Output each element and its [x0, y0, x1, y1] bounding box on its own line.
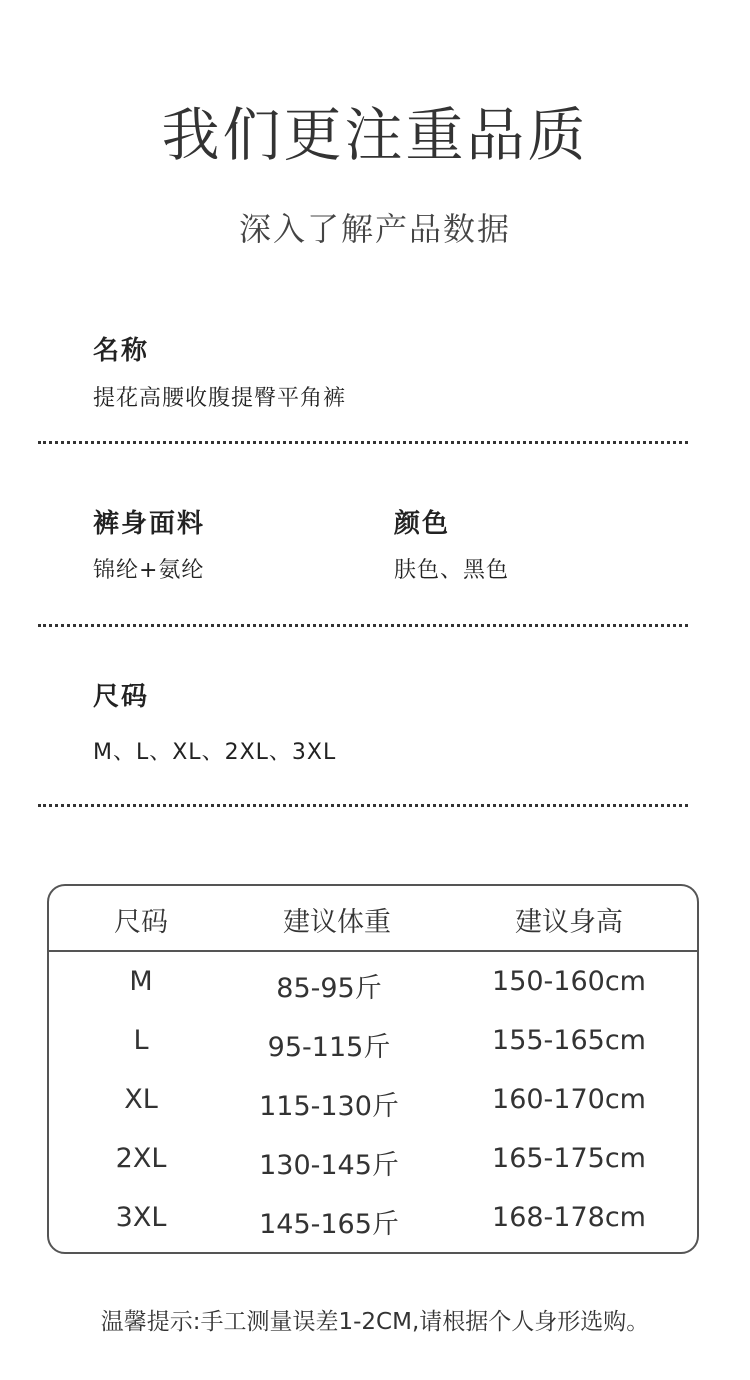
- table-cell-height: 150-160cm: [492, 966, 646, 997]
- dotted-divider: [38, 441, 688, 444]
- page-subtitle: 深入了解产品数据: [238, 210, 511, 248]
- size-chart-table: [47, 884, 699, 1254]
- size-label: 尺码: [93, 682, 150, 712]
- header-height: 建议身高: [515, 907, 623, 938]
- table-cell-height: 165-175cm: [492, 1143, 646, 1174]
- fabric-label: 裤身面料: [93, 509, 206, 539]
- table-cell-size: 2XL: [115, 1143, 167, 1174]
- table-cell-weight: 130-145斤: [259, 1150, 399, 1181]
- page-title: 我们更注重品质: [161, 101, 589, 169]
- table-cell-weight: 85-95斤: [276, 973, 382, 1004]
- color-value: 肤色、黑色: [394, 558, 510, 583]
- table-cell-weight: 95-115斤: [267, 1032, 391, 1063]
- name-value: 提花高腰收腹提臀平角裤: [93, 386, 347, 411]
- table-cell-height: 168-178cm: [492, 1202, 646, 1233]
- table-cell-weight: 115-130斤: [259, 1091, 399, 1122]
- dotted-divider: [38, 624, 688, 627]
- table-cell-weight: 145-165斤: [259, 1209, 399, 1240]
- table-cell-size: 3XL: [115, 1202, 167, 1233]
- size-value: M、L、XL、2XL、3XL: [93, 740, 337, 765]
- color-label: 颜色: [394, 509, 451, 539]
- dotted-divider: [38, 804, 688, 807]
- table-cell-size: XL: [124, 1084, 158, 1115]
- header-weight: 建议体重: [283, 907, 391, 938]
- fabric-value: 锦纶+氨纶: [93, 558, 205, 583]
- name-label: 名称: [93, 336, 150, 366]
- table-header-row: [49, 886, 697, 952]
- table-cell-height: 160-170cm: [492, 1084, 646, 1115]
- table-cell-size: L: [133, 1025, 149, 1056]
- table-cell-size: M: [129, 966, 153, 997]
- header-size: 尺码: [114, 907, 168, 938]
- footer-tip: 温馨提示:手工测量误差1-2CM,请根据个人身形选购。: [100, 1309, 650, 1335]
- table-cell-height: 155-165cm: [492, 1025, 646, 1056]
